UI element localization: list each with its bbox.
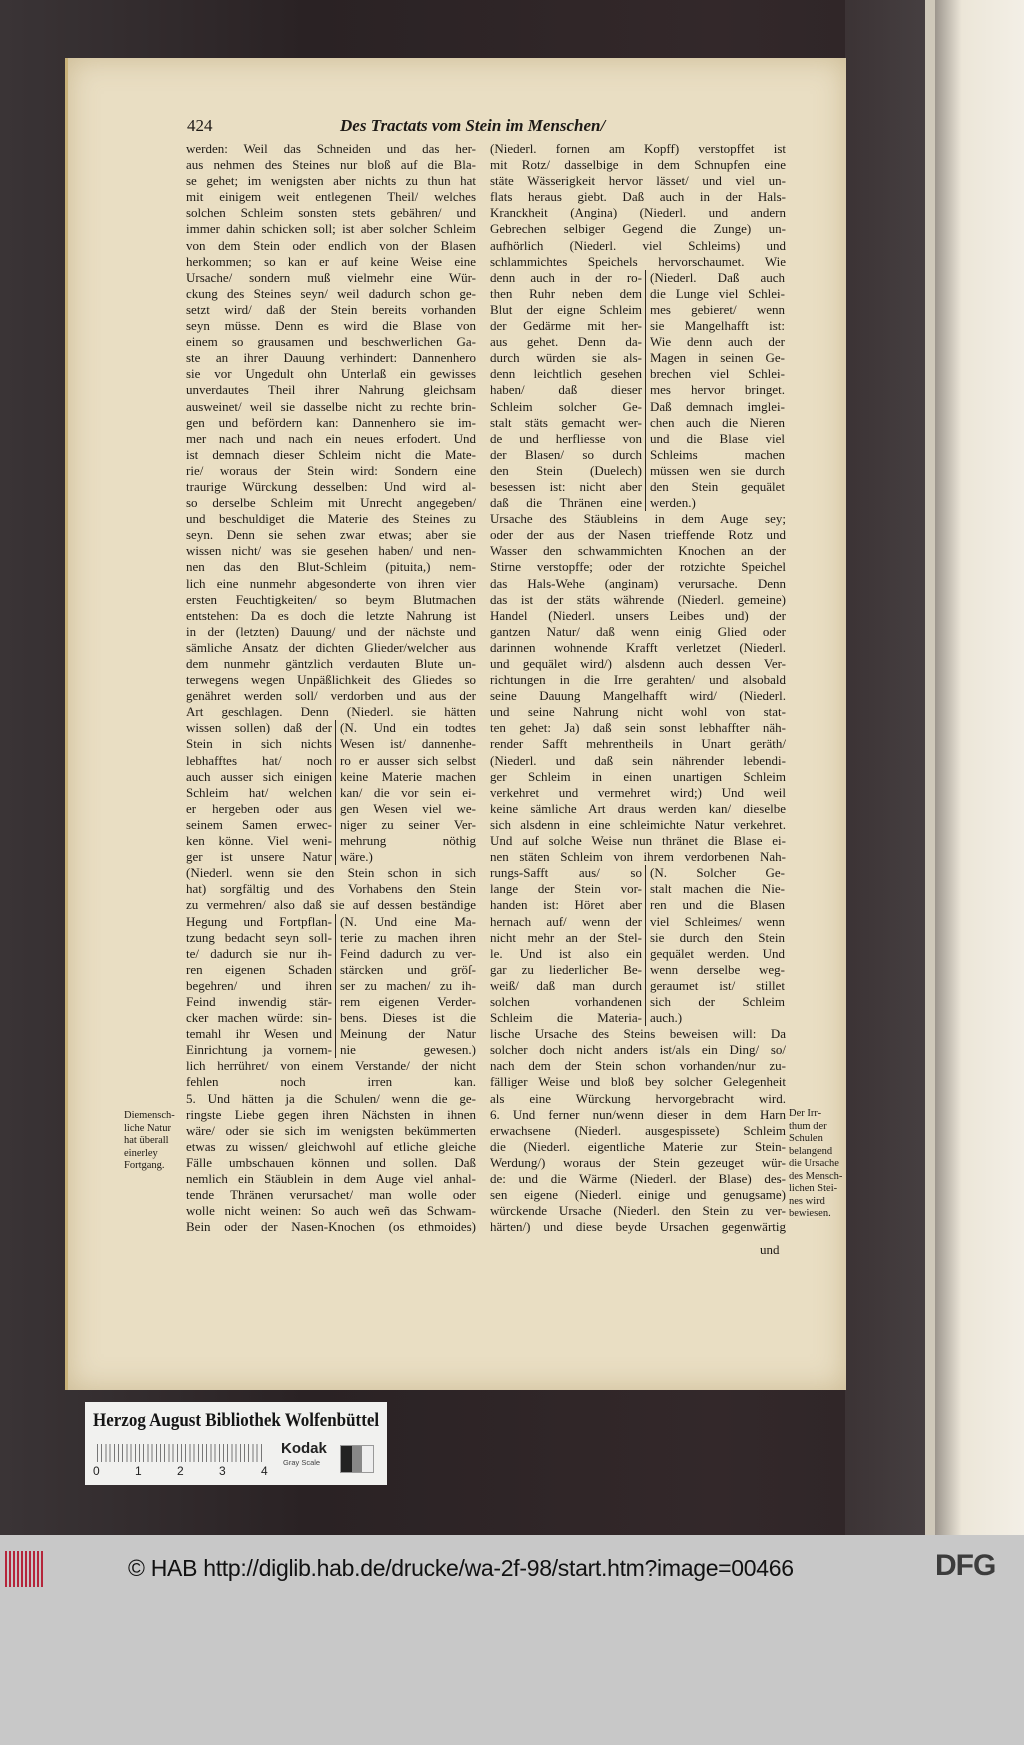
main-text-part: solchen vorhandenen xyxy=(490,994,646,1010)
split-text-line xyxy=(186,978,476,994)
gloss-text-part: mes gebieret/ wenn xyxy=(650,301,785,317)
main-text-part: ger ist unsere Natur xyxy=(186,849,336,865)
marginal-note-line: hat überall xyxy=(124,1135,169,1146)
gloss-text-part: Feind dadurch zu ver- xyxy=(340,945,476,961)
text-line: render Safft mehrentheils in Unart geräth/ xyxy=(490,736,786,752)
split-text-line xyxy=(490,382,786,398)
split-text-line xyxy=(186,801,476,817)
split-text-line xyxy=(490,897,786,913)
main-text-part: stalt stäts gemacht wer- xyxy=(490,415,646,431)
text-line: 5. Und hätten ja die Schulen/ wenn die ge- xyxy=(186,1090,476,1106)
text-line: seine Dauung Mangelhafft wird/ (Niederl. xyxy=(490,688,786,704)
ruler-numbers xyxy=(93,1464,273,1478)
text-line: ausweinet/ weil sie dasselbe nicht zu rechte brin- xyxy=(186,398,476,414)
footer-bar xyxy=(0,1535,1024,1745)
gloss-text-part: Magen in seinen Ge- xyxy=(650,350,785,366)
gloss-text-part: werden.) xyxy=(650,495,696,511)
text-line: terwegens wegen Unpäßlichkeit des Gliedes so xyxy=(186,672,476,688)
text-line: herkommen; so kan er auf keine Weise eine xyxy=(186,253,476,269)
split-text-line xyxy=(490,334,786,350)
split-text-line xyxy=(186,946,476,962)
text-line: wäre/ oder sie sich im wenigsten bekümmerten xyxy=(186,1122,476,1138)
split-text-line xyxy=(186,1042,476,1058)
gloss-text-part: sich der Schleim xyxy=(650,993,785,1009)
text-line: und gequälet wird/) alsdenn auch dessen Ver- xyxy=(490,656,786,671)
text-line: verkehret und vermehret wird;) Und weil xyxy=(490,784,786,800)
text-line: lische Ursache des Steins beweisen will: Da xyxy=(490,1026,786,1042)
text-line: aufhörlich (Niederl. viel Schleims) und xyxy=(490,237,786,253)
text-line: 6. Und ferner nun/wenn dieser in dem Harn xyxy=(490,1106,786,1122)
glass-plate xyxy=(845,0,925,1535)
text-line: mer nach und nach ein neues erfodert. Und xyxy=(186,430,476,446)
gloss-text-part: müssen wen sie durch xyxy=(650,462,785,478)
main-text-part: ken könne. Viel weni- xyxy=(186,833,336,849)
scale-ruler xyxy=(97,1444,265,1462)
split-text-line xyxy=(490,318,786,334)
split-text-line xyxy=(186,914,476,930)
ruler-number: 3 xyxy=(219,1464,226,1478)
text-line: ten gehet: Ja) daß sein sonst lebhaffter näh- xyxy=(490,720,786,736)
text-line: ger Schleim in einen unartigen Schleim xyxy=(490,768,786,784)
main-text-part: Feind inwendig stär- xyxy=(186,994,336,1010)
text-line: sie vor Ungedult ohn Unterlaß ein gewisses xyxy=(186,366,476,382)
main-text-part: Schleim die Materia- xyxy=(490,1010,646,1026)
main-text-part: rungs-Safft aus/ so xyxy=(490,865,646,881)
text-line: stäte Wässerigkeit hervor lässet/ und viel un- xyxy=(490,173,786,189)
main-text-part: then Ruhr neben dem xyxy=(490,286,646,302)
gloss-text-part: gen Wesen viel we- xyxy=(340,800,476,816)
main-text-part: aus gehet. Denn da- xyxy=(490,334,646,350)
marginal-note-line: Der Irr- xyxy=(789,1108,822,1119)
left-marginal-note xyxy=(124,1110,184,1173)
gloss-text-part: geraumet ist/ stillet xyxy=(650,977,785,993)
text-line: hat) sorgfältig und des Vorhabens den Stein xyxy=(186,881,476,897)
gloss-text-part: (N. Solcher Ge- xyxy=(650,865,785,881)
marginal-note-line: lichen Stei- xyxy=(789,1183,838,1194)
split-text-line xyxy=(186,833,476,849)
split-text-line xyxy=(186,769,476,785)
main-text-part: le. Und ist also ein xyxy=(490,946,646,962)
gloss-text-part: sie Mangelhafft ist: xyxy=(650,318,785,334)
text-line: immer dahin schicken soll; ist aber solcher Schleim xyxy=(186,221,476,237)
marginal-note-line: die Ursache xyxy=(789,1158,839,1169)
split-text-line xyxy=(490,366,786,382)
text-line: fälliger Weise und bloß bey solcher Gelegenheit xyxy=(490,1074,786,1090)
main-text-part: Schleim solcher Ge- xyxy=(490,399,646,415)
split-text-line xyxy=(186,785,476,801)
text-line: dem nunmehr gäntzlich verdauten Blute un- xyxy=(186,656,476,671)
gloss-text-part: ser zu machen/ zu ih- xyxy=(340,977,476,993)
gloss-text-part: gequälet werden. Und xyxy=(650,945,785,961)
gloss-text-part: niger zu seiner Ver- xyxy=(340,816,476,832)
text-line: die (Niederl. eigentliche Materie zur Stein- xyxy=(490,1138,786,1154)
split-text-line xyxy=(490,463,786,479)
gloss-text-part: und die Blase viel xyxy=(650,430,785,446)
split-text-line xyxy=(186,753,476,769)
text-line: tende Thränen verursachet/ man wolle oder xyxy=(186,1187,476,1203)
text-line: und seine Nahrung nicht wohl von stat- xyxy=(490,704,786,720)
gloss-text-part: nie gewesen.) xyxy=(340,1042,476,1058)
marginal-note-line: Fortgang. xyxy=(124,1160,165,1171)
text-line: Stirne verstopffe; oder der rotzichte Speichel xyxy=(490,559,786,575)
main-text-part: seinem Samen erwec- xyxy=(186,817,336,833)
split-text-line xyxy=(490,350,786,366)
split-text-line xyxy=(490,447,786,463)
split-text-line xyxy=(490,1010,786,1026)
text-line: von dem Stein oder endlich von der Blasen xyxy=(186,237,476,253)
text-line: Kranckheit (Angina) (Niederl. und andern xyxy=(490,205,786,221)
main-text-part: durch würden sie als- xyxy=(490,350,646,366)
text-line: ist demnach dieser Schleim nicht die Mate- xyxy=(186,446,476,462)
text-line: härten/) und diese beyde Ursachen gegenwärtig xyxy=(490,1219,786,1235)
split-text-line xyxy=(186,720,476,736)
text-line: nen das den Blut-Schleim (pituita,) nem- xyxy=(186,559,476,575)
split-text-line xyxy=(186,930,476,946)
gloss-text-part: stalt machen die Nie- xyxy=(650,881,785,897)
text-line: se gehet; im wenigsten aber nichts zu thun hat xyxy=(186,173,476,189)
text-line: als eine Würckung hervorgebracht wird. xyxy=(490,1090,786,1106)
main-text-part: der Blasen/ so durch xyxy=(490,447,646,463)
library-name: Herzog August Bibliothek Wolfenbüttel xyxy=(93,1410,380,1431)
main-text-part: lange der Stein vor- xyxy=(490,881,646,897)
text-line: genähret werden soll/ verdorben und aus der xyxy=(186,688,476,704)
text-line: entstehen: Da es doch die letzte Nahrung ist xyxy=(186,607,476,623)
text-line: erwachsene (Niederl. ausgespissete) Schleim xyxy=(490,1122,786,1138)
gloss-text-part: Meinung der Natur xyxy=(340,1026,476,1042)
text-line: ringste Liebe gegen ihren Nächsten in ihnen xyxy=(186,1106,476,1122)
split-text-line xyxy=(490,431,786,447)
marginal-note-line: Diemensch- xyxy=(124,1110,175,1121)
split-text-line xyxy=(490,415,786,431)
gloss-text-part: sie durch den Stein xyxy=(650,929,785,945)
text-line: mit Rotz/ dasselbige in dem Schnupfen eine xyxy=(490,157,786,173)
main-text-part: der Gedärme mit her- xyxy=(490,318,646,334)
text-line: und beschuldiget die Materie des Steines zu xyxy=(186,511,476,527)
hab-logo-icon xyxy=(5,1551,45,1587)
text-line: zu vermehren/ also daß sie auf dessen beständige xyxy=(186,897,476,913)
text-line: ersten Feuchtigkeiten/ so beym Blutmachen xyxy=(186,591,476,607)
main-text-part: handen ist: Höret aber xyxy=(490,897,646,913)
text-line: seyn müsse. Denn es wird die Blase von xyxy=(186,318,476,334)
text-line: sämliche Ansatz der dichten Glieder/welcher aus xyxy=(186,639,476,655)
main-text-part: Einrichtung ja vornem- xyxy=(186,1042,336,1058)
gloss-text-part: terie zu machen ihren xyxy=(340,929,476,945)
text-line: das ist der stäts währende (Niederl. gemeine) xyxy=(490,591,786,607)
split-text-line xyxy=(186,849,476,865)
ruler-number: 4 xyxy=(261,1464,268,1478)
text-line: darinnen wohnende Krafft verletzet (Niederl. xyxy=(490,639,786,655)
split-text-line xyxy=(490,865,786,881)
split-text-line xyxy=(186,962,476,978)
text-line: mit einigem weit entlegenen Theil/ welches xyxy=(186,189,476,205)
gloss-text-part: den Stein gequälet xyxy=(650,478,785,494)
main-text-part: auch ausser sich einigen xyxy=(186,769,336,785)
main-text-part: Hegung und Fortpflan- xyxy=(186,914,336,930)
gloss-text-part: (N. Und ein todtes xyxy=(340,720,476,736)
main-text-part: nicht mehr an der Stel- xyxy=(490,930,646,946)
text-line: (Niederl. fornen am Kopff) verstopffet ist xyxy=(490,141,786,156)
text-line: Und auf solche Weise nun thränet die Blase ei- xyxy=(490,833,786,849)
split-text-line xyxy=(490,881,786,897)
marginal-note-line: des Mensch- xyxy=(789,1170,843,1182)
library-label-card xyxy=(85,1402,387,1485)
text-line: ste an ihrer Dauung verhindert: Dannenhero xyxy=(186,350,476,366)
main-text-part: Blut der eigne Schleim xyxy=(490,302,646,318)
running-title: Des Tractats vom Stein im Menschen/ xyxy=(340,116,606,135)
text-line: so derselbe Schleim mit Unrecht angegeben/ xyxy=(186,495,476,511)
split-text-line xyxy=(490,914,786,930)
main-text-part: er hergeben oder aus xyxy=(186,801,336,817)
main-text-part: weiß/ daß man durch xyxy=(490,978,646,994)
main-text-part: Stein in sich nichts xyxy=(186,736,336,752)
text-line: nach dem der Stein schon vorhanden/nur zu- xyxy=(490,1058,786,1074)
text-line: sich alsdenn in eine schleimichte Natur verkehret. xyxy=(490,816,786,832)
text-line: werden: Weil das Schneiden und das her- xyxy=(186,141,476,156)
gloss-text-part: (N. Und eine Ma- xyxy=(340,913,476,929)
split-text-line xyxy=(490,946,786,962)
text-line: sen eigene (Niederl. einige und genugsame) xyxy=(490,1187,786,1203)
ruler-number: 0 xyxy=(93,1464,100,1478)
main-text-part: ren eigenen Schaden xyxy=(186,962,336,978)
main-text-part: de und herfliesse von xyxy=(490,431,646,447)
text-line: würckende Ursache (Niederl. den Stein zu ver- xyxy=(490,1203,786,1219)
text-line: Bein oder der Nasen-Knochen (os ethmoides) xyxy=(186,1219,476,1235)
text-line: richtungen in die Irre gerahten/ und alsobald xyxy=(490,672,786,688)
gloss-text-part: rem eigenen Verder- xyxy=(340,993,476,1009)
text-line: solcher doch nicht anders ist/als ein Ding/ so/ xyxy=(490,1042,786,1058)
gloss-text-part: ro er ausser sich selbst xyxy=(340,752,476,768)
text-line: nemlich ein Stäublein in dem Auge viel anhal- xyxy=(186,1171,476,1186)
gloss-text-part: chen auch die Nieren xyxy=(650,414,785,430)
gloss-text-part: auch.) xyxy=(650,1010,683,1026)
text-line: Ursache/ sondern muß vielmehr eine Wür- xyxy=(186,269,476,285)
text-line: flats heraus giebt. Daß auch in der Hals- xyxy=(490,189,786,205)
right-text-column xyxy=(490,141,786,1235)
main-text-part: denn auch in der ro- xyxy=(490,270,646,286)
page-number: 424 xyxy=(187,116,213,135)
gloss-text-part: bens. Dieses ist die xyxy=(340,1010,476,1026)
text-line: setzt wird/ daß der Stein bereits vorhanden xyxy=(186,301,476,317)
gloss-text-part: stärcken und gröſ- xyxy=(340,961,476,977)
ruler-number: 2 xyxy=(177,1464,184,1478)
gloss-text-part: mes hervor bringet. xyxy=(650,382,785,398)
split-text-line xyxy=(186,1010,476,1026)
text-line: schlammichtes Speichels hervorschaumet. Wie xyxy=(490,253,786,269)
text-line: gantzen Natur/ daß wenn einig Glied oder xyxy=(490,623,786,639)
text-line: solchen Schleim sonsten stets gebähren/ und xyxy=(186,205,476,221)
gloss-text-part: die Lunge viel Schlei- xyxy=(650,285,785,301)
main-text-part: lebhafftes hat/ noch xyxy=(186,753,336,769)
marginal-note-line: einerley xyxy=(124,1147,158,1159)
split-text-line xyxy=(490,399,786,415)
text-line: etwas zu wissen/ gleichwohl auf etliche gleiche xyxy=(186,1138,476,1154)
main-text-part: denn leichtlich gesehen xyxy=(490,366,646,382)
main-text-part: gar zu liederlicher Be- xyxy=(490,962,646,978)
split-text-line xyxy=(490,270,786,286)
main-text-part: te/ dadurch sie nur ih- xyxy=(186,946,336,962)
gloss-text-part: Wesen ist/ dannenhe- xyxy=(340,736,476,752)
next-page xyxy=(935,0,1024,1535)
text-line: einem so grausamen und beschwerlichen Ga- xyxy=(186,334,476,350)
text-line: nen stäten Schleim von ihrem verdorbenen Nah- xyxy=(490,849,786,865)
split-text-line xyxy=(490,479,786,495)
split-text-line xyxy=(490,302,786,318)
split-text-line xyxy=(490,994,786,1010)
gray-scale-label: Gray Scale xyxy=(283,1458,321,1467)
text-line: de: und die Wärme (Niederl. der Blase) des- xyxy=(490,1171,786,1186)
text-line: seyn. Denn sie sehen zwar etwas; aber sie xyxy=(186,527,476,543)
main-text-part: hernach auf/ wenn der xyxy=(490,914,646,930)
split-text-line xyxy=(186,736,476,752)
marginal-note-line: nes wird xyxy=(789,1195,825,1207)
gloss-text-part: (Niederl. Daß auch xyxy=(650,269,785,285)
text-line: fehlen noch irren kan. xyxy=(186,1074,476,1090)
text-line: keine sämliche Art draus werden kan/ dieselbe xyxy=(490,800,786,816)
text-line: Ursache des Stäubleins in dem Auge sey; xyxy=(490,511,786,527)
split-text-line xyxy=(186,1026,476,1042)
text-line: lich eine nunmehr abgesonderte von ihren vier xyxy=(186,575,476,591)
text-line: (Niederl. wenn sie den Stein schon in sich xyxy=(186,865,476,881)
text-line: unverdautes Theil ihrer Nahrung gleichsam xyxy=(186,382,476,398)
gloss-text-part: Wie denn auch der xyxy=(650,334,785,350)
split-text-line xyxy=(186,817,476,833)
split-text-line xyxy=(186,994,476,1010)
main-text-part: besessen ist: nicht aber xyxy=(490,479,646,495)
text-line: Gebrechen selbiger Gegend die Zunge) un- xyxy=(490,221,786,237)
gloss-text-part: kan/ die vor sein ei- xyxy=(340,784,476,800)
text-line: aus nehmen des Steines nur bloß auf die Bla- xyxy=(186,157,476,173)
gloss-text-part: mehrung nöthig xyxy=(340,833,476,849)
ruler-number: 1 xyxy=(135,1464,142,1478)
main-text-part: den Stein (Duelech) xyxy=(490,463,646,479)
text-line: Handel (Niederl. unsers Leibes und) der xyxy=(490,607,786,623)
split-text-line xyxy=(490,930,786,946)
text-line: Fälle umbschauen können und sollen. Daß xyxy=(186,1154,476,1170)
text-line: rie/ woraus der Stein wird: Sondern eine xyxy=(186,462,476,478)
split-text-line xyxy=(490,978,786,994)
gloss-text-part: viel Schleimes/ wenn xyxy=(650,913,785,929)
marginal-note-line: bewiesen. xyxy=(789,1208,831,1219)
left-text-column xyxy=(186,141,476,1235)
split-text-line xyxy=(490,286,786,302)
main-text-part: daß die Thränen eine xyxy=(490,495,646,511)
main-text-part: begehren/ und ihren xyxy=(186,978,336,994)
marginal-note-line: liche Natur xyxy=(124,1122,171,1134)
marginal-note-line: thum der xyxy=(789,1120,827,1132)
gloss-text-part: brechen viel Schlei- xyxy=(650,366,785,382)
split-text-line xyxy=(490,962,786,978)
split-text-line xyxy=(490,495,786,511)
main-text-part: temahl ihr Wesen und xyxy=(186,1026,336,1042)
gloss-text-part: ren und die Blasen xyxy=(650,897,785,913)
text-line: wolle nicht weinen: So auch weñ das Schwam- xyxy=(186,1203,476,1219)
text-line: ckung des Steines seyn/ weil dadurch schon ge- xyxy=(186,285,476,301)
kodak-logo: Kodak xyxy=(281,1440,327,1457)
gloss-text-part: wenn derselbe weg- xyxy=(650,961,785,977)
right-marginal-note xyxy=(789,1108,843,1221)
gloss-text-part: Daß demnach imglei- xyxy=(650,398,785,414)
text-line: oder der aus der Nasen trieffende Rotz und xyxy=(490,527,786,543)
gloss-text-part: keine Materie machen xyxy=(340,768,476,784)
copyright-url[interactable]: © HAB http://diglib.hab.de/drucke/wa-2f-98/start.htm?image=00466 xyxy=(128,1555,794,1581)
gray-scale-swatch xyxy=(340,1445,374,1473)
text-line: das Hals-Wehe (anginam) verursache. Denn xyxy=(490,575,786,591)
gloss-text-part: wäre.) xyxy=(340,849,373,865)
catchword: und xyxy=(760,1242,780,1257)
gloss-text-part: Schleims machen xyxy=(650,446,785,462)
main-text-part: cker machen würde: sin- xyxy=(186,1010,336,1026)
main-text-part: haben/ daß dieser xyxy=(490,382,646,398)
text-line: lich herrühret/ von einem Verstande/ der nicht xyxy=(186,1058,476,1074)
marginal-note-line: Schulen xyxy=(789,1133,823,1144)
main-text-part: wissen sollen) daß der xyxy=(186,720,336,736)
text-line: Wasser den schwammichten Knochen an der xyxy=(490,543,786,559)
text-line: Art geschlagen. Denn (Niederl. sie hätten xyxy=(186,704,476,720)
dfg-logo: DFG xyxy=(935,1549,996,1582)
text-line: (Niederl. und daß sein nährender lebendi- xyxy=(490,752,786,768)
text-line: traurige Würckung desselben: Und wird al- xyxy=(186,478,476,494)
text-line: gen und befördern kan: Dannenhero sie im- xyxy=(186,414,476,430)
text-line: wissen nicht/ was sie gesehen haben/ und nen- xyxy=(186,543,476,559)
main-text-part: Schleim hat/ welchen xyxy=(186,785,336,801)
marginal-note-line: belangend xyxy=(789,1145,833,1157)
main-text-part: tzung bedacht seyn soll- xyxy=(186,930,336,946)
text-line: in der (letzten) Dauung/ und der nächste und xyxy=(186,623,476,639)
text-line: Werdung/) woraus der Stein gezeuget wür- xyxy=(490,1154,786,1170)
